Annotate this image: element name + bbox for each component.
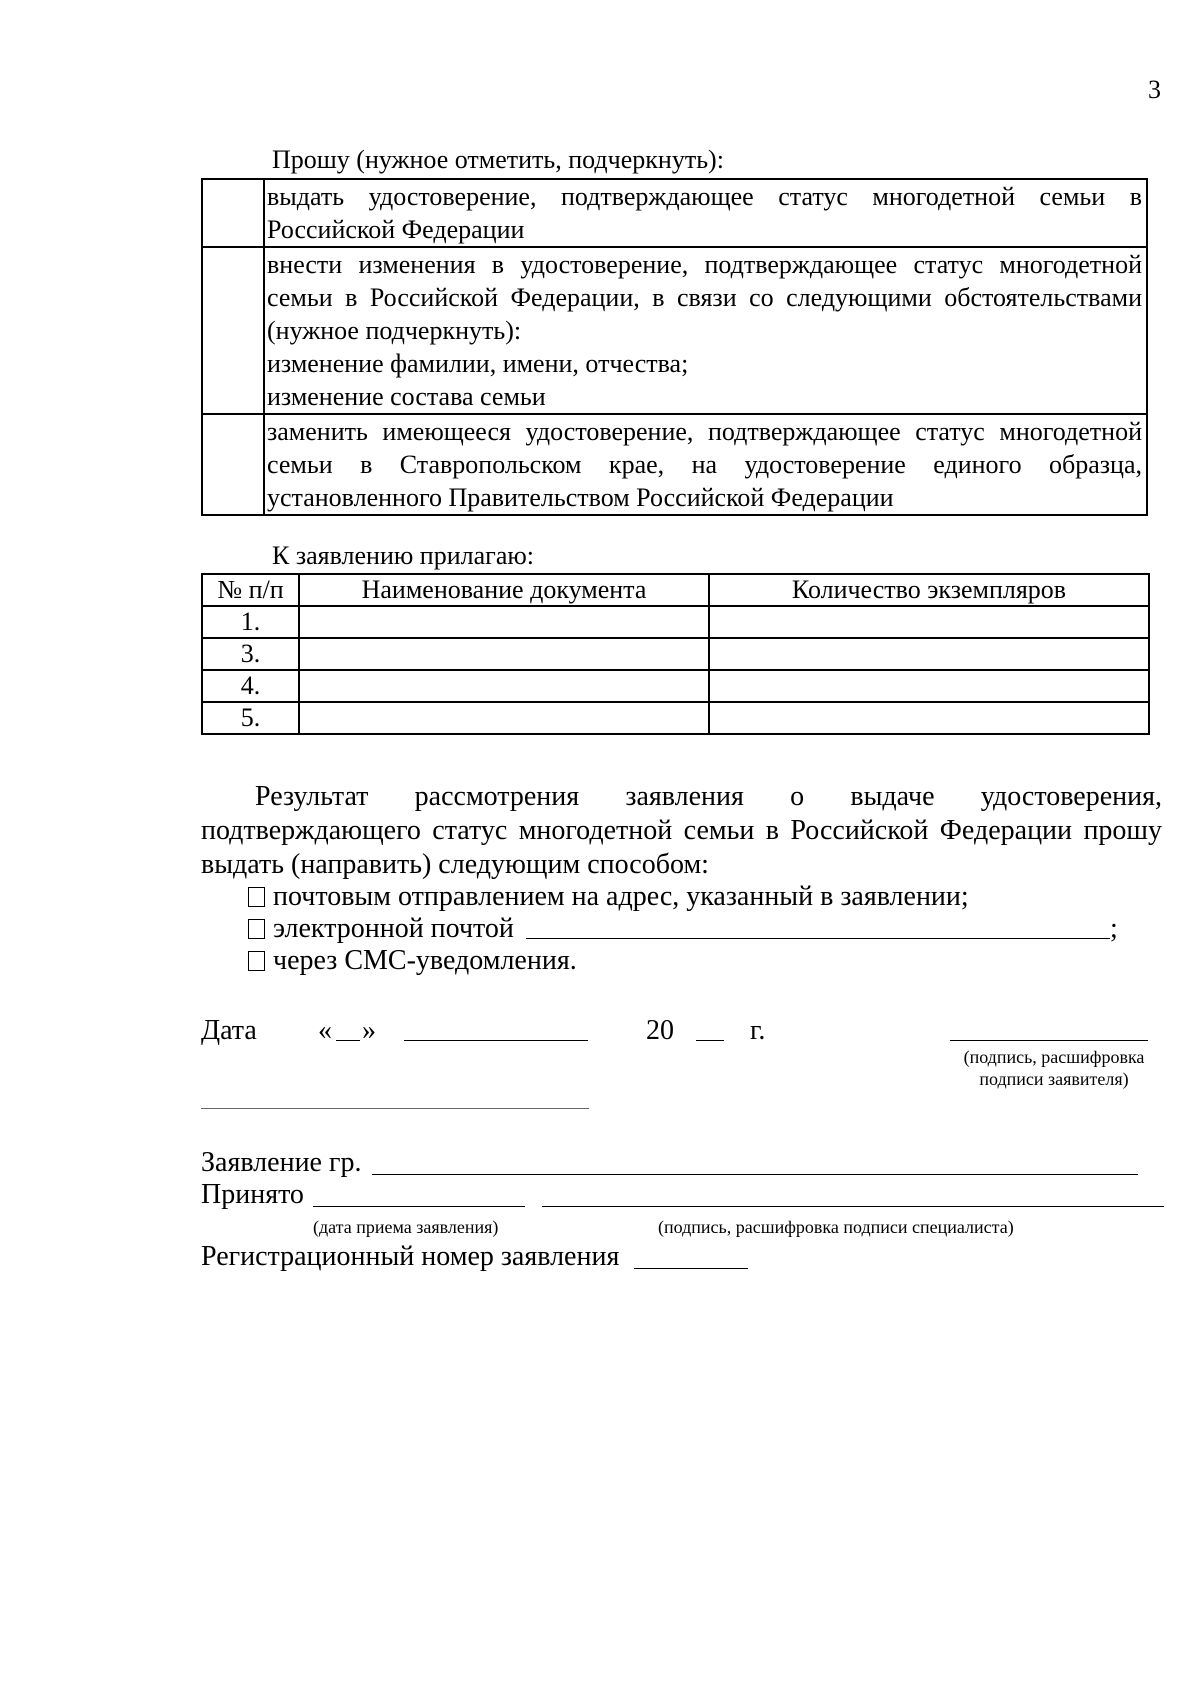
request-option-text <box>264 414 1147 515</box>
request-option-checkbox[interactable] <box>202 414 264 515</box>
delivery-method-sms[interactable] <box>248 944 577 978</box>
applicant-signature-line[interactable] <box>950 1040 1148 1041</box>
delivery-method-mail[interactable] <box>248 880 969 914</box>
email-line-suffix: ; <box>1110 913 1118 944</box>
request-option-checkbox[interactable] <box>202 179 264 247</box>
attachments-header-row <box>202 574 1149 606</box>
year-prefix: 20 <box>646 1015 674 1046</box>
request-option-checkbox[interactable] <box>202 247 264 414</box>
checkbox-icon[interactable] <box>248 919 265 939</box>
document-name-cell[interactable] <box>299 670 709 702</box>
delivery-method-email[interactable] <box>248 912 514 946</box>
acceptance-date-caption: (дата приема заявления) <box>313 1217 499 1237</box>
copies-cell[interactable] <box>709 638 1149 670</box>
request-option-text <box>264 247 1147 414</box>
email-input-line[interactable] <box>526 938 1110 939</box>
year-input-line[interactable] <box>696 1040 724 1041</box>
document-name-cell[interactable] <box>299 606 709 638</box>
table-row <box>202 670 1149 702</box>
request-option-line: внести изменения в удостоверение, подтверждающее статус многодетной семьи в Российской Федерации, в связи со следующими обстоятельствами (нужное подчеркнуть): <box>267 250 1142 345</box>
request-option-line: заменить имеющееся удостоверение, подтверждающее статус многодетной семьи в Ставропольском крае, на удостоверение единого образца, установленного Правительством Российской Федерации <box>267 417 1142 512</box>
checkbox-icon[interactable] <box>248 887 265 907</box>
delivery-method-label: через СМС-уведомления. <box>273 945 577 976</box>
row-number: 3. <box>202 638 299 670</box>
month-input-line[interactable] <box>404 1040 588 1041</box>
year-suffix: г. <box>750 1015 766 1046</box>
quote-open: « <box>318 1015 332 1046</box>
request-option-row <box>202 179 1147 247</box>
request-option-text <box>264 179 1147 247</box>
copies-cell[interactable] <box>709 606 1149 638</box>
request-options-table <box>201 178 1148 516</box>
acceptance-date-line[interactable] <box>313 1206 525 1207</box>
attachments-heading: К заявлению прилагаю: <box>272 541 535 570</box>
row-number: 1. <box>202 606 299 638</box>
column-header-copies: Количество экземпляров <box>709 574 1149 606</box>
column-header-number: № п/п <box>202 574 299 606</box>
table-row <box>202 702 1149 734</box>
separator-line <box>201 1108 589 1109</box>
delivery-method-label: почтовым отправлением на адрес, указанный в заявлении; <box>273 881 969 912</box>
table-row <box>202 606 1149 638</box>
request-option-row <box>202 414 1147 515</box>
row-number: 5. <box>202 702 299 734</box>
quote-close: » <box>362 1015 376 1046</box>
page-number: 3 <box>1148 75 1161 104</box>
delivery-method-label: электронной почтой <box>273 913 514 944</box>
request-option-sub-line: изменение фамилии, имени, отчества; <box>267 349 689 378</box>
copies-cell[interactable] <box>709 702 1149 734</box>
attachments-table <box>201 573 1150 735</box>
request-option-row <box>202 247 1147 414</box>
day-input-line[interactable] <box>336 1040 360 1041</box>
document-name-cell[interactable] <box>299 638 709 670</box>
registration-number-label: Регистрационный номер заявления <box>201 1241 620 1272</box>
checkbox-icon[interactable] <box>248 951 265 971</box>
registration-number-line[interactable] <box>634 1268 748 1269</box>
accepted-label: Принято <box>201 1179 304 1210</box>
applicant-signature-caption <box>944 1046 1164 1090</box>
row-number: 4. <box>202 670 299 702</box>
date-label: Дата <box>201 1015 257 1046</box>
table-row <box>202 638 1149 670</box>
result-paragraph: Результат рассмотрения заявления о выдаче удостоверения, подтверждающего статус многодетной семьи в Российской Федерации прошу выдать (направить) следующим способом: <box>201 781 1162 880</box>
request-option-sub-line: изменение состава семьи <box>267 382 546 411</box>
request-option-line: выдать удостоверение, подтверждающее статус многодетной семьи в Российской Федерации <box>267 182 1142 244</box>
copies-cell[interactable] <box>709 670 1149 702</box>
signature-caption-line: (подпись, расшифровка <box>963 1047 1145 1067</box>
request-heading: Прошу (нужное отметить, подчеркнуть): <box>272 145 724 174</box>
signature-caption-line: подписи заявителя) <box>979 1069 1129 1089</box>
specialist-signature-caption: (подпись, расшифровка подписи специалиста) <box>658 1217 1014 1237</box>
specialist-signature-line[interactable] <box>542 1206 1164 1207</box>
column-header-document-name: Наименование документа <box>299 574 709 606</box>
document-name-cell[interactable] <box>299 702 709 734</box>
application-label: Заявление гр. <box>201 1147 362 1178</box>
applicant-name-line[interactable] <box>372 1174 1138 1175</box>
